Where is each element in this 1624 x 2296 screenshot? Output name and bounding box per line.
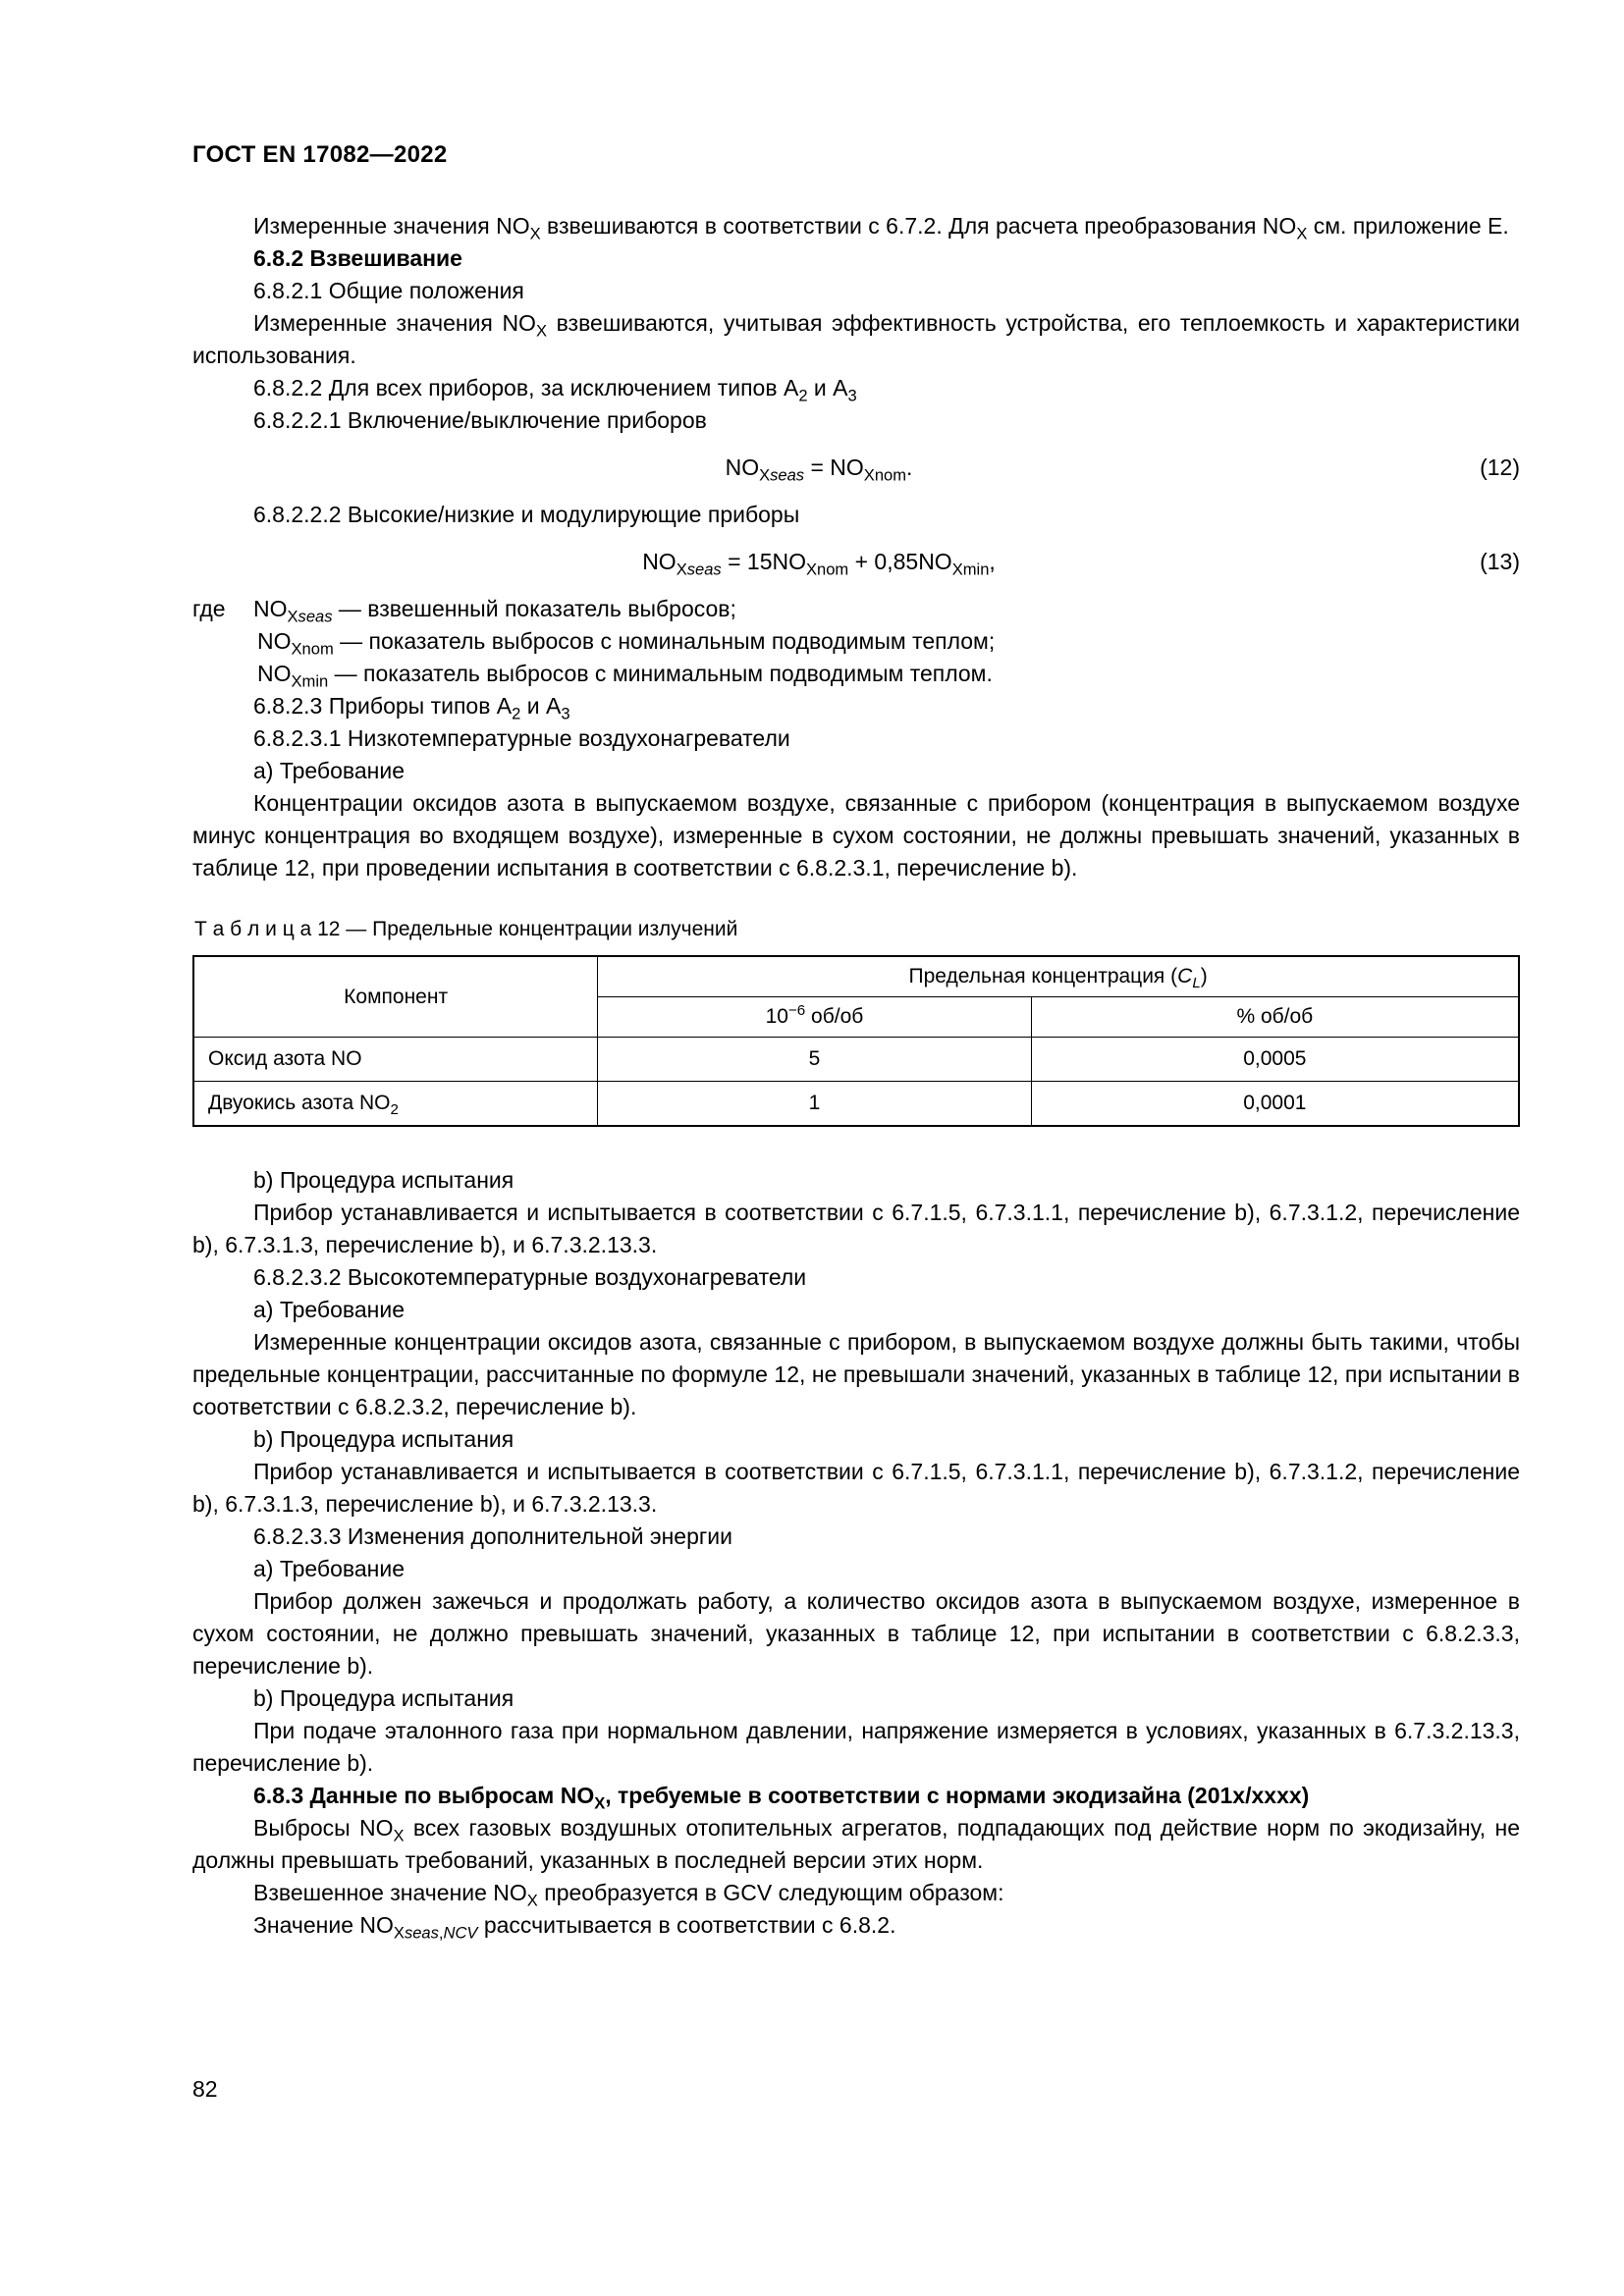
page-number: 82 [192,2076,218,2102]
table-header-ppm: $10^{-6}$ об/об [598,997,1031,1038]
table-header-row-1 [193,956,1519,997]
equation-12 [192,452,1520,484]
where-term-1: $NO_{Xseas}$ — взвешенный показатель выбросов; [253,596,736,626]
heading-6-8-2-3: 6.8.2.3 Приборы типов $А_2$ и $А_3$ [253,693,570,723]
equation-12-body: $NO_{Xseas} = NO_{Xnom}$. [725,454,913,485]
limits-table [192,955,1520,1127]
table-header-limit: Предельная концентрация $(C_L)$ [598,956,1519,997]
where-line-2: $NO_{Xnom}$ — показатель выбросов с номинальным подводимым теплом; [257,628,996,659]
body-paragraph-high-temp: Измеренные концентрации оксидов азота, связанные с прибором, в выпускаемом воздухе должны быть такими, чтобы предельные концентрации, рассчитанные по формуле 12, не превышали значений, указанных в таблице 12, при испытании в соответствии с 6.8.2.3.2, перечисление b). [192,1329,1520,1419]
list-item-requirement-3: а) Требование [253,1556,405,1581]
table-caption: Т а б л и ц а 12 — Предельные концентрации излучений [194,918,738,940]
equation-13 [192,546,1520,578]
list-item-procedure-3: b) Процедура испытания [253,1685,514,1711]
equation-13-body: $NO_{Xseas} = 15NO_{Xnom} + 0,85NO_{Xmin}$, [642,549,996,579]
body-paragraph-gcv: Взвешенное значение $NO_X$ преобразуется в GCV следующим образом: [253,1880,1004,1910]
equation-13-number: (13) [1480,549,1520,574]
body-paragraph-aux: Прибор должен зажечься и продолжать работу, а количество оксидов азота в выпускаемом воздухе, измеренное в сухом состоянии, не должно превышать значений, указанных в таблице 12, при испытании в соответствии с 6.8.2.3.3, перечисление b). [192,1588,1520,1679]
where-line-1 [192,593,1520,625]
heading-6-8-2-2-2: 6.8.2.2.2 Высокие/низкие и модулирующие приборы [253,502,800,527]
heading-6-8-2: 6.8.2 Взвешивание [253,245,462,271]
where-lead: где [192,596,226,621]
where-line-3: $NO_{Xmin}$ — показатель выбросов с минимальным подводимым теплом. [257,661,993,691]
heading-6-8-3: 6.8.3 Данные по выбросам $NO_X$, требуемые в соответствии с нормами экодизайна (201х/хххх) [253,1783,1310,1813]
body-paragraph-intro: Измеренные значения $NO_X$ взвешиваются в соответствии с 6.7.2. Для расчета преобразования $NO_X$ см. приложение Е. [253,213,1509,243]
heading-6-8-2-2: 6.8.2.2 Для всех приборов, за исключением типов $А_2$ и $А_3$ [253,375,857,405]
table-header-percent: % об/об [1031,997,1519,1038]
body-paragraph-procedure-3: При подаче эталонного газа при нормальном давлении, напряжение измеряется в условиях, указанных в 6.7.3.2.13.3, перечисление b). [192,1718,1520,1776]
heading-6-8-2-1: 6.8.2.1 Общие положения [253,278,524,303]
list-item-requirement-2: а) Требование [253,1297,405,1322]
table-cell-component: Двуокись азота $NO_2$ [193,1082,598,1127]
where-list [192,593,1520,690]
list-item-procedure-2: b) Процедура испытания [253,1426,514,1452]
heading-6-8-2-3-2: 6.8.2.3.2 Высокотемпературные воздухонагреватели [253,1264,807,1290]
table-cell-ppm: 1 [598,1082,1031,1127]
equation-12-number: (12) [1480,454,1520,480]
table-12-block [192,916,1520,1127]
table-cell-component: Оксид азота NO [193,1038,598,1082]
list-item-requirement-1: а) Требование [253,758,405,783]
heading-6-8-2-2-1: 6.8.2.2.1 Включение/выключение приборов [253,407,707,433]
table-row [193,1082,1519,1127]
table-cell-percent: 0,0005 [1031,1038,1519,1082]
heading-6-8-2-3-3: 6.8.2.3.3 Изменения дополнительной энергии [253,1523,732,1549]
list-item-procedure-1: b) Процедура испытания [253,1167,514,1193]
body-paragraph-procedure-2: Прибор устанавливается и испытывается в соответствии с 6.7.1.5, 6.7.3.1.1, перечисление b), 6.7.3.1.2, перечисление b), 6.7.3.1.3, перечисление b), и 6.7.3.2.13.3. [192,1459,1520,1517]
table-cell-percent: 0,0001 [1031,1082,1519,1127]
body-paragraph-final: Значение $NO_{Xseas,NCV}$ рассчитывается в соответствии с 6.8.2. [253,1912,896,1943]
body-paragraph-low-temp: Концентрации оксидов азота в выпускаемом воздухе, связанные с прибором (концентрация в выпускаемом воздухе минус концентрация во входящем воздухе), измеренные в сухом состоянии, не должны превышать значений, указанных в таблице 12, при проведении испытания в соответствии с 6.8.2.3.1, перечисление b). [192,790,1520,881]
heading-6-8-2-3-1: 6.8.2.3.1 Низкотемпературные воздухонагреватели [253,725,790,751]
document-content [192,210,1520,1942]
body-paragraph-ecodesign: Выбросы $NO_X$ всех газовых воздушных отопительных агрегатов, подпадающих под действие норм по экодизайну, не должны превышать требований, указанных в последней версии этих норм. [192,1815,1520,1873]
table-row [193,1038,1519,1082]
body-paragraph-procedure-1: Прибор устанавливается и испытывается в соответствии с 6.7.1.5, 6.7.3.1.1, перечисление b), 6.7.3.1.2, перечисление b), 6.7.3.1.3, перечисление b), и 6.7.3.2.13.3. [192,1200,1520,1257]
table-header-component: Компонент [193,956,598,1038]
body-paragraph-weighting: Измеренные значения $NO_X$ взвешиваются, учитывая эффективность устройства, его теплоемкость и характеристики использования. [192,310,1520,368]
table-cell-ppm: 5 [598,1038,1031,1082]
running-header: ГОСТ EN 17082—2022 [192,141,448,168]
